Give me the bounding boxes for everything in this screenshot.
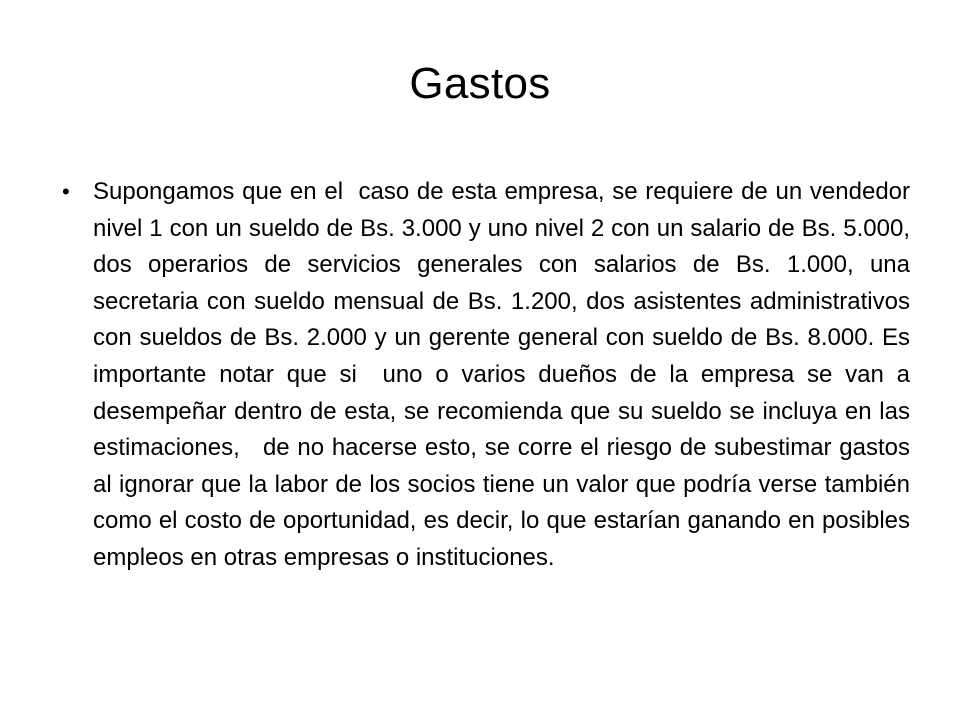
slide-body	[60, 174, 917, 577]
bullet-item	[60, 174, 917, 577]
bullet-marker-icon: •	[62, 179, 70, 204]
bullet-text: Supongamos que en el caso de esta empresa, se requiere de un vendedor nivel 1 con un sueldo de Bs. 3.000 y uno nivel 2 con un salario de Bs. 5.000, dos operarios de servicios generales con salarios de Bs. 1.000, una secretaria con sueldo mensual de Bs. 1.200, dos asistentes administrativos con sueldos de Bs. 2.000 y un gerente general con sueldo de Bs. 8.000. Es importante notar que si uno o varios dueños de la empresa se van a desempeñar dentro de esta, se recomienda que su sueldo se incluya en las estimaciones, de no hacerse esto, se corre el riesgo de subestimar gastos al ignorar que la labor de los socios tiene un valor que podría verse también como el costo de oportunidad, es decir, lo que estarían ganando en posibles empleos en otras empresas o instituciones.	[93, 178, 917, 571]
slide-title: Gastos	[409, 59, 551, 108]
